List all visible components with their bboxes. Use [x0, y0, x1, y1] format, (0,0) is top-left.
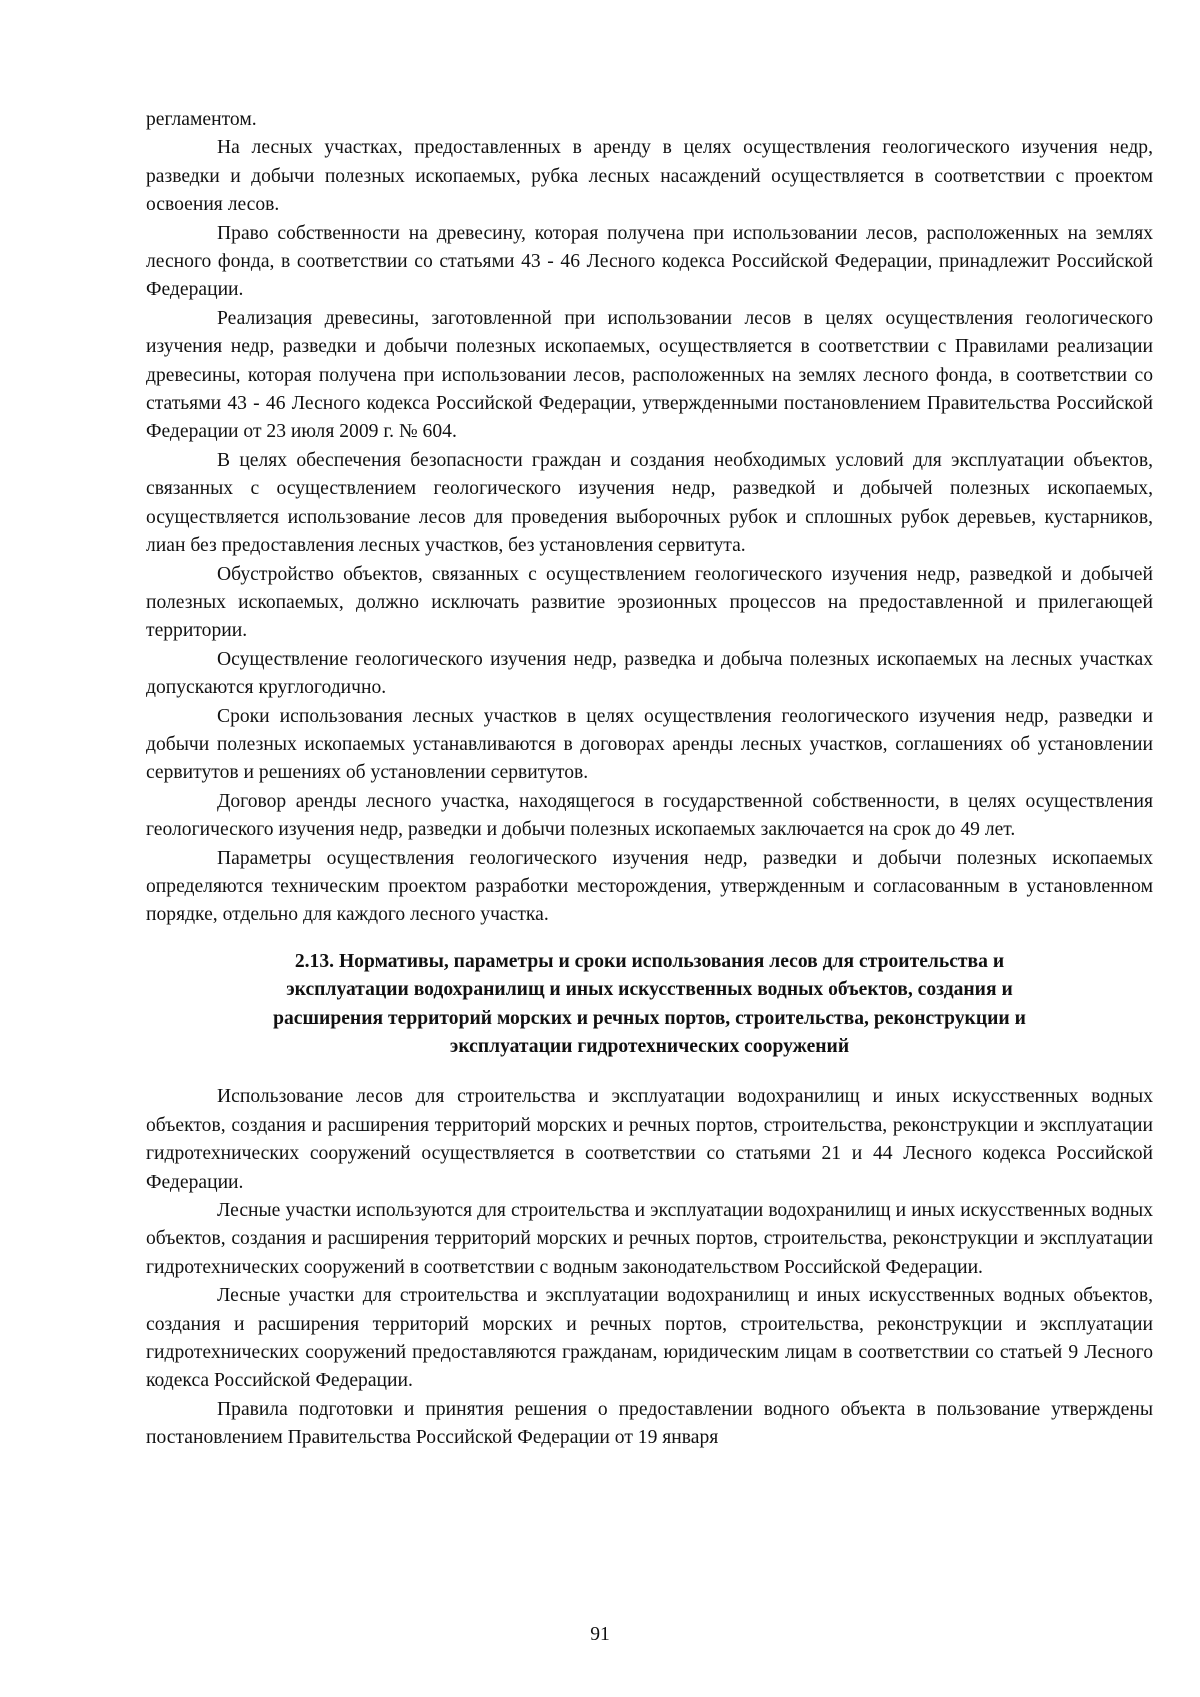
heading-line: эксплуатации гидротехнических сооружений	[449, 1036, 850, 1057]
heading-line: расширения территорий морских и речных портов, строительства, реконструкции и	[273, 1007, 1026, 1029]
page-number: 91	[590, 1624, 610, 1645]
paragraph: Обустройство объектов, связанных с осуществлением геологического изучения недр, разведкой и добычей полезных ископаемых, должно исключать развитие эрозионных процессов на предоставленной и прилегающей территории.	[146, 563, 1153, 642]
paragraph: Лесные участки используются для строительства и эксплуатации водохранилищ и иных искусственных водных объектов, создания и расширения территорий морских и речных портов, строительства, реконструкции и эксплуатации гидротехнических сооружений в соответствии с водным законодательством Российской Федерации.	[146, 1200, 1153, 1278]
heading-line: эксплуатации водохранилищ и иных искусственных водных объектов, создания и	[286, 979, 1013, 1001]
paragraph: На лесных участках, предоставленных в аренду в целях осуществления геологического изучения недр, разведки и добычи полезных ископаемых, рубка лесных насаждений осуществляется в соответствии с проектом освоения лесов.	[146, 137, 1153, 216]
paragraphs-after	[146, 1083, 1153, 1452]
paragraphs-before	[146, 106, 1153, 930]
paragraph: Параметры осуществления геологического изучения недр, разведки и добычи полезных ископаемых определяются техническим проектом разработки месторождения, утвержденным и согласованным в установленном порядке, отдельно для каждого лесного участка.	[146, 847, 1153, 926]
paragraph: Реализация древесины, заготовленной при использовании лесов в целях осуществления геологического изучения недр, разведки и добычи полезных ископаемых, осуществляется в соответствии с Правилами реализации древесины, которая получена при использовании лесов, расположенных на землях лесного фонда, в соответствии со статьями 43 - 46 Лесного кодекса Российской Федерации, утвержденными постановлением Правительства Российской Федерации от 23 июля 2009 г. № 604.	[146, 307, 1153, 443]
paragraph: Право собственности на древесину, которая получена при использовании лесов, расположенных на землях лесного фонда, в соответствии со статьями 43 - 46 Лесного кодекса Российской Федерации, принадлежит Российской Федерации.	[146, 222, 1153, 301]
paragraph: Использование лесов для строительства и эксплуатации водохранилищ и иных искусственных водных объектов, создания и расширения территорий морских и речных портов, строительства, реконструкции и эксплуатации гидротехнических сооружений осуществляется в соответствии со статьями 21 и 44 Лесного кодекса Российской Федерации.	[146, 1086, 1153, 1193]
document-page	[146, 106, 1153, 1453]
section-heading	[146, 948, 1153, 1062]
paragraph: Договор аренды лесного участка, находящегося в государственной собственности, в целях осуществления геологического изучения недр, разведки и добычи полезных ископаемых заключается на срок до 49 лет.	[146, 790, 1153, 841]
paragraph: Правила подготовки и принятия решения о предоставлении водного объекта в пользование утверждены постановлением Правительства Российской Федерации от 19 января	[146, 1398, 1153, 1449]
paragraph: Лесные участки для строительства и эксплуатации водохранилищ и иных искусственных водных объектов, создания и расширения территорий морских и речных портов, строительства, реконструкции и эксплуатации гидротехнических сооружений предоставляются гражданам, юридическим лицам в соответствии со статьей 9 Лесного кодекса Российской Федерации.	[146, 1285, 1153, 1392]
paragraph: Осуществление геологического изучения недр, разведка и добыча полезных ископаемых на лесных участках допускаются круглогодично.	[146, 648, 1153, 699]
paragraph: Сроки использования лесных участков в целях осуществления геологического изучения недр, разведки и добычи полезных ископаемых устанавливаются в договорах аренды лесных участков, соглашениях об установлении сервитутов и решениях об установлении сервитутов.	[146, 705, 1153, 784]
paragraph: регламентом.	[146, 109, 257, 130]
paragraph: В целях обеспечения безопасности граждан и создания необходимых условий для эксплуатации объектов, связанных с осуществлением геологического изучения недр, разведкой и добычей полезных ископаемых, осуществляется использование лесов для проведения выборочных рубок и сплошных рубок деревьев, кустарников, лиан без предоставления лесных участков, без установления сервитута.	[146, 449, 1153, 557]
heading-line: 2.13. Нормативы, параметры и сроки использования лесов для строительства и	[294, 950, 1005, 972]
